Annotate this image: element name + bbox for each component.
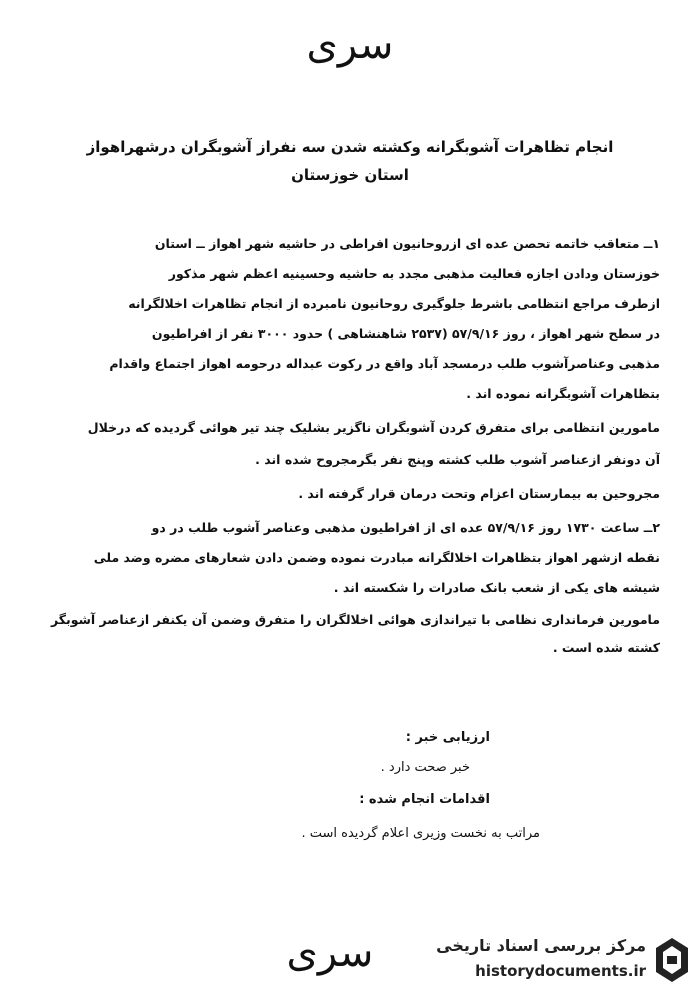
actions-label: اقدامات انجام شده : (359, 792, 490, 807)
archive-logo (412, 932, 692, 992)
paragraph-5-line-2: کشته شده است . (552, 640, 660, 655)
paragraph-1-line-6: بتظاهرات آشوبگرانه نموده اند . (466, 386, 660, 401)
paragraph-1-line-4: در سطح شهر اهواز ، روز ۵۷/۹/۱۶ (۲۵۳۷ شاهنشاهی ) حدود ۳۰۰۰ نفر از افراطیون (151, 326, 660, 341)
paragraph-1-line-3: ازطرف مراجع انتظامی باشرط جلوگیری روحانیون نامبرده از انجام تظاهرات اخلالگرانه (128, 296, 660, 311)
paragraph-1-line-5: مذهبی وعناصرآشوب طلب درمسجد آباد واقع در رکوت عبداله درحومه اهواز اجتماع واقدام (109, 356, 660, 371)
paragraph-4-line-1: ۲ــ ساعت ۱۷۳۰ روز ۵۷/۹/۱۶ عده ای از افراطیون مذهبی وعناصر آشوب طلب در دو (151, 520, 660, 535)
archive-name: مرکز بررسی اسناد تاریخی (436, 936, 646, 955)
paragraph-3-line-1: مجروحین به بیمارستان اعزام وتحت درمان قرار گرفته اند . (298, 486, 660, 501)
document-title: انجام تظاهرات آشوبگرانه وکشته شدن سه نفراز آشوبگران درشهراهواز (86, 138, 614, 156)
assessment-value: خبر صحت دارد . (380, 760, 470, 775)
document-subtitle: استان خوزستان (291, 166, 409, 184)
paragraph-1-line-1: ۱ــ متعاقب خاتمه تحصن عده ای ازروحانیون افراطی در حاشیه شهر اهواز ــ استان (154, 236, 660, 251)
paragraph-2-line-2: آن دونفر ازعناصر آشوب طلب کشته وپنج نفر بگرمجروح شده اند . (255, 452, 660, 467)
actions-value: مراتب به نخست وزیری اعلام گردیده است . (301, 826, 540, 841)
archive-emblem-icon (652, 936, 692, 984)
paragraph-2-line-1: مامورین انتظامی برای متفرق کردن آشوبگران ناگزیر بشلیک چند تیر هوائی گردیده که درخلال (87, 420, 660, 435)
paragraph-4-line-3: شیشه های یکی از شعب بانک صادرات را شکسته اند . (333, 580, 660, 595)
paragraph-5-line-1: مامورین فرمانداری نظامی با تیراندازی هوائی اخلالگران را متفرق وضمن آن یکنفر ازعناصر آشوبگر (51, 612, 660, 627)
assessment-label: ارزیابی خبر : (405, 730, 490, 745)
classification-stamp-bottom: سری (286, 930, 374, 976)
archive-url: historydocuments.ir (475, 962, 646, 980)
classification-stamp-top: سری (306, 22, 394, 68)
paragraph-1-line-2: خوزستان ودادن اجازه فعالیت مذهبی مجدد به حاشیه وحسینیه اعظم شهر مذکور (168, 266, 660, 281)
paragraph-4-line-2: نقطه ازشهر اهواز بتظاهرات اخلالگرانه مبادرت نموده وضمن دادن شعارهای مضره وضد ملی (93, 550, 660, 565)
